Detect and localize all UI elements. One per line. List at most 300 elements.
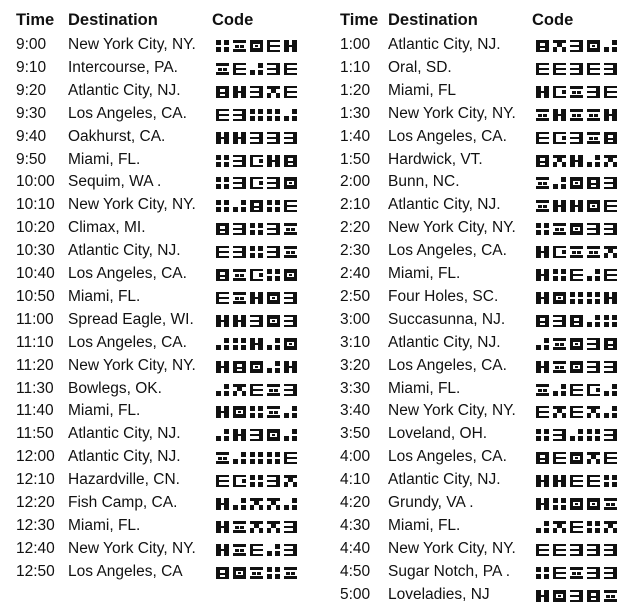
code-glyph [587,338,600,350]
destination: New York City, NY. [68,196,196,214]
destination: Los Angeles, CA. [388,356,507,374]
code-glyph [570,132,583,144]
destination: Atlantic City, NJ. [388,196,501,214]
code-glyph [233,292,246,304]
code-glyph [250,40,263,52]
destination: New York City, NY. [68,36,196,53]
code-symbols [536,269,617,281]
code-glyph [233,361,246,373]
departure-time: 2:40 [340,265,371,282]
code-glyph [284,498,297,510]
code-glyph [587,223,600,235]
code-symbols [216,452,297,464]
departure-time: 10:30 [16,242,55,260]
departure-time: 2:10 [340,196,371,214]
code-glyph [284,40,297,52]
destination: Four Holes, SC. [388,287,499,305]
code-symbols [536,521,617,533]
schedule-row [0,402,320,425]
departure-time: 11:40 [16,402,54,420]
code-glyph [604,292,617,304]
departure-time: 11:00 [16,310,54,328]
code-glyph [250,86,263,98]
code-glyph [587,63,600,75]
departure-time: 3:30 [340,379,371,397]
code-glyph [267,86,280,98]
code-symbols [536,292,617,304]
schedule-row [322,494,640,517]
destination: Miami, FL [388,81,457,99]
code-glyph [587,406,600,418]
code-glyph [284,361,297,373]
code-glyph [570,223,583,235]
code-glyph [604,406,617,418]
departure-time: 9:50 [16,150,47,168]
destination: New York City, NY. [388,219,516,237]
departure-time: 1:50 [340,150,371,168]
code-glyph [604,269,617,281]
code-glyph [284,109,297,121]
schedule-row [0,517,320,540]
departure-time: 3:40 [340,402,371,420]
code-glyph [250,452,263,464]
code-symbols [216,200,297,212]
code-glyph [553,132,566,144]
schedule-row [322,128,640,151]
code-glyph [233,498,246,510]
code-glyph [250,292,263,304]
code-glyph [587,315,600,327]
code-symbols [536,338,617,350]
code-glyph [250,315,263,327]
code-glyph [536,567,549,579]
code-glyph [587,200,600,212]
destination: Bunn, NC. [388,173,460,191]
code-glyph [536,63,549,75]
departure-time: 4:50 [340,562,371,580]
code-glyph [267,384,280,396]
code-glyph [587,498,600,510]
code-glyph [267,498,280,510]
destination: Los Angeles, CA. [388,448,507,466]
code-glyph [267,109,280,121]
departure-time: 3:50 [340,425,371,443]
code-glyph [216,109,229,121]
code-glyph [604,429,617,441]
code-glyph [250,406,263,418]
code-glyph [604,132,617,144]
code-glyph [233,86,246,98]
schedule-row [0,357,320,380]
departure-time: 1:10 [340,58,371,76]
destination: Atlantic City, NJ. [68,425,181,443]
departure-time: 11:30 [16,379,54,397]
code-glyph [536,86,549,98]
code-symbols [216,567,297,579]
code-glyph [267,361,280,373]
code-glyph [233,338,246,350]
code-glyph [553,63,566,75]
code-glyph [536,406,549,418]
code-glyph [604,590,617,602]
code-glyph [570,177,583,189]
code-symbols [536,223,617,235]
code-glyph [587,246,600,258]
schedule-row [0,540,320,563]
destination: Los Angeles, CA. [68,333,187,351]
destination: New York City, NY. [68,539,196,557]
code-symbols [216,429,297,441]
code-glyph [233,269,246,281]
code-glyph [553,315,566,327]
code-glyph [250,200,263,212]
code-glyph [250,223,263,235]
departure-time: 9:20 [16,81,47,99]
departure-time: 11:10 [16,333,54,351]
code-glyph [536,521,549,533]
code-glyph [604,40,617,52]
code-glyph [553,292,566,304]
code-glyph [553,223,566,235]
code-glyph [233,40,246,52]
destination: New York City, NY. [388,402,516,420]
code-glyph [267,63,280,75]
schedule-row [322,540,640,563]
destination: Sugar Notch, PA . [388,562,511,580]
schedule-row [0,105,320,128]
schedule-row [0,380,320,403]
code-glyph [536,109,549,121]
destination: Oral, SD. [388,58,452,76]
code-glyph [553,109,566,121]
destination: Los Angeles, CA. [388,242,507,260]
departure-time: 11:50 [16,425,54,443]
code-glyph [553,177,566,189]
code-glyph [284,177,297,189]
code-glyph [233,406,246,418]
code-symbols [536,200,617,212]
schedule-row [322,563,640,586]
code-glyph [216,429,229,441]
code-glyph [233,475,246,487]
code-glyph [553,544,566,556]
code-symbols [536,452,617,464]
destination: Miami, FL. [388,265,461,282]
code-glyph [536,315,549,327]
code-glyph [216,223,229,235]
code-symbols [216,475,297,487]
code-glyph [536,361,549,373]
destination: Atlantic City, NJ. [68,448,181,466]
destination: Miami, FL. [68,402,141,420]
code-glyph [587,132,600,144]
code-glyph [284,315,297,327]
code-symbols [216,498,297,510]
header-destination: Destination [68,11,158,29]
code-glyph [284,452,297,464]
code-glyph [570,590,583,602]
code-glyph [233,315,246,327]
code-glyph [216,177,229,189]
code-glyph [216,40,229,52]
code-glyph [604,567,617,579]
code-glyph [216,315,229,327]
code-glyph [216,544,229,556]
schedule-row [0,471,320,494]
schedule-row [322,402,640,425]
code-glyph [587,521,600,533]
schedule-row [0,288,320,311]
departure-time: 10:00 [16,173,55,191]
schedule-row [0,82,320,105]
code-glyph [284,475,297,487]
code-glyph [250,361,263,373]
code-glyph [284,338,297,350]
code-glyph [284,384,297,396]
code-glyph [233,429,246,441]
code-glyph [553,406,566,418]
code-glyph [536,338,549,350]
destination: Loveladies, NJ [388,585,490,603]
code-glyph [587,567,600,579]
departure-time: 4:00 [340,448,371,466]
code-glyph [553,429,566,441]
code-glyph [536,498,549,510]
code-glyph [536,292,549,304]
code-glyph [233,246,246,258]
code-glyph [233,544,246,556]
destination: Atlantic City, NJ. [68,242,181,260]
code-glyph [536,223,549,235]
code-glyph [587,86,600,98]
departure-time: 4:40 [340,539,371,557]
code-glyph [553,200,566,212]
code-glyph [570,498,583,510]
code-glyph [233,177,246,189]
code-glyph [233,521,246,533]
code-glyph [536,200,549,212]
code-glyph [587,361,600,373]
code-glyph [570,338,583,350]
code-glyph [284,269,297,281]
code-glyph [570,521,583,533]
code-glyph [216,406,229,418]
code-glyph [216,452,229,464]
schedule-row [0,173,320,196]
code-glyph [267,292,280,304]
code-glyph [604,544,617,556]
code-glyph [216,292,229,304]
code-glyph [536,246,549,258]
code-glyph [250,132,263,144]
departure-time: 12:00 [16,448,55,466]
code-glyph [570,86,583,98]
code-glyph [587,590,600,602]
departure-time: 2:50 [340,287,371,305]
schedule-row [322,334,640,357]
code-glyph [267,429,280,441]
code-glyph [587,269,600,281]
code-glyph [536,590,549,602]
code-glyph [587,452,600,464]
departure-time: 12:40 [16,539,55,557]
code-symbols [536,498,617,510]
departure-time: 9:10 [16,58,47,76]
code-glyph [284,521,297,533]
code-glyph [570,361,583,373]
departure-time: 10:40 [16,265,55,282]
code-glyph [284,246,297,258]
code-glyph [284,567,297,579]
code-glyph [570,429,583,441]
code-glyph [570,567,583,579]
schedule-row [322,36,640,59]
code-glyph [604,315,617,327]
code-symbols [216,223,297,235]
schedule-row [322,380,640,403]
code-glyph [570,40,583,52]
code-glyph [553,86,566,98]
schedule-row [0,563,320,586]
code-symbols [536,429,617,441]
destination: Miami, FL. [68,150,141,168]
destination: Hardwick, VT. [388,150,483,168]
code-glyph [536,40,549,52]
code-glyph [284,155,297,167]
schedule-row [322,471,640,494]
schedule-row [0,36,320,59]
code-glyph [250,544,263,556]
code-glyph [216,475,229,487]
code-symbols [216,155,297,167]
code-glyph [216,384,229,396]
code-glyph [587,109,600,121]
code-glyph [570,384,583,396]
code-symbols [216,177,297,189]
code-glyph [553,338,566,350]
schedule-row [322,59,640,82]
code-symbols [216,269,297,281]
code-symbols [216,361,297,373]
departure-time: 3:00 [340,310,371,328]
schedule-row [0,448,320,471]
destination: New York City, NY. [388,539,516,557]
schedule-row [322,82,640,105]
code-symbols [216,292,297,304]
departure-time: 12:50 [16,562,55,580]
code-glyph [604,384,617,396]
code-glyph [284,406,297,418]
schedule-row [322,219,640,242]
code-glyph [267,177,280,189]
code-glyph [587,384,600,396]
code-glyph [267,475,280,487]
code-glyph [216,200,229,212]
code-symbols [536,132,617,144]
code-symbols [216,384,297,396]
code-glyph [604,452,617,464]
destination: Climax, MI. [68,219,146,237]
departure-time: 10:50 [16,287,55,305]
code-glyph [250,567,263,579]
code-glyph [553,521,566,533]
code-glyph [587,429,600,441]
code-glyph [267,567,280,579]
header-time: Time [340,11,379,29]
code-glyph [216,155,229,167]
code-glyph [250,63,263,75]
code-glyph [267,269,280,281]
code-glyph [284,86,297,98]
departure-time: 9:00 [16,36,47,53]
code-glyph [604,86,617,98]
code-glyph [267,155,280,167]
destination: Sequim, WA . [68,173,162,191]
code-glyph [536,384,549,396]
code-glyph [553,475,566,487]
code-glyph [587,292,600,304]
code-symbols [216,40,297,52]
code-glyph [250,246,263,258]
schedule-row [0,425,320,448]
code-glyph [553,361,566,373]
code-glyph [553,155,566,167]
destination: Miami, FL. [388,379,461,397]
code-glyph [570,406,583,418]
code-glyph [604,177,617,189]
code-glyph [553,40,566,52]
schedule-row [322,586,640,609]
destination: Miami, FL. [68,287,141,305]
departure-time: 4:10 [340,471,371,489]
departure-time: 1:40 [340,127,371,145]
code-symbols [536,246,617,258]
code-glyph [536,544,549,556]
departure-time: 9:40 [16,127,47,145]
code-glyph [216,246,229,258]
code-glyph [233,384,246,396]
destination: Atlantic City, NJ. [68,81,181,99]
schedule-row [0,494,320,517]
schedule-row [0,265,320,288]
schedule-row [0,242,320,265]
departure-time: 9:30 [16,104,47,122]
code-glyph [233,109,246,121]
schedule-row [322,173,640,196]
code-glyph [604,109,617,121]
destination: Atlantic City, NJ. [388,36,501,53]
destination: Los Angeles, CA. [68,104,187,122]
departure-time: 5:00 [340,585,371,603]
code-glyph [267,338,280,350]
departure-time: 3:20 [340,356,371,374]
code-symbols [536,40,617,52]
code-symbols [216,246,297,258]
code-symbols [216,132,297,144]
departure-time: 12:30 [16,516,55,534]
header-destination: Destination [388,11,478,29]
departure-time: 12:20 [16,494,55,511]
schedule-row [322,265,640,288]
departure-time: 4:30 [340,516,371,534]
code-glyph [570,544,583,556]
schedule-row [0,311,320,334]
code-glyph [267,40,280,52]
departure-time: 3:10 [340,333,371,351]
code-glyph [284,544,297,556]
schedule-row [0,59,320,82]
code-symbols [536,315,617,327]
